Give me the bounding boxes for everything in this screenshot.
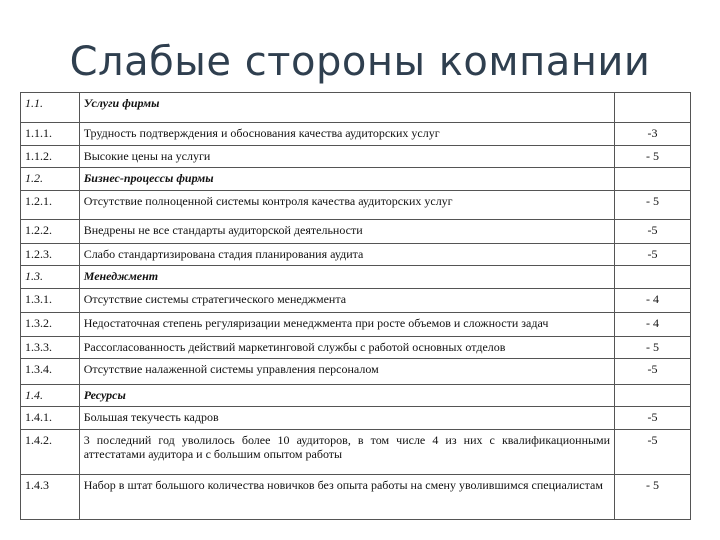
- row-number: 1.2.3.: [21, 244, 80, 266]
- row-score: [615, 385, 691, 407]
- row-description: Менеджмент: [79, 266, 614, 289]
- table-row: [21, 289, 691, 313]
- row-number: 1.4.2.: [21, 430, 80, 475]
- table-row: [21, 313, 691, 337]
- table-row: [21, 123, 691, 146]
- section-row: [21, 93, 691, 123]
- row-description: Трудность подтверждения и обоснования качества аудиторских услуг: [79, 123, 614, 146]
- row-description: Высокие цены на услуги: [79, 146, 614, 168]
- table-row: [21, 407, 691, 430]
- section-row: [21, 385, 691, 407]
- row-description: Рассогласованность действий маркетинговой службы с работой основных отделов: [79, 337, 614, 359]
- row-number: 1.1.1.: [21, 123, 80, 146]
- row-number: 1.3.2.: [21, 313, 80, 337]
- row-number: 1.4.3: [21, 475, 80, 520]
- row-number: 1.3.1.: [21, 289, 80, 313]
- weaknesses-table: [20, 92, 691, 520]
- row-description: Отсутствие налаженной системы управления персоналом: [79, 359, 614, 385]
- table-row: [21, 430, 691, 475]
- row-description: Ресурсы: [79, 385, 614, 407]
- row-score: -5: [615, 244, 691, 266]
- row-score: - 5: [615, 475, 691, 520]
- row-description: Внедрены не все стандарты аудиторской деятельности: [79, 220, 614, 244]
- row-score: - 4: [615, 289, 691, 313]
- table-row: [21, 337, 691, 359]
- row-description: Услуги фирмы: [79, 93, 614, 123]
- table-row: [21, 220, 691, 244]
- row-description: Бизнес-процессы фирмы: [79, 168, 614, 191]
- page-title: Слабые стороны компании: [69, 39, 651, 85]
- row-description: Недостаточная степень регуляризации менеджмента при росте объемов и сложности задач: [79, 313, 614, 337]
- table-row: [21, 244, 691, 266]
- row-description: 3 последний год уволилось более 10 аудиторов, в том числе 4 из них с квалификационными аттестатами аудитора и с большим опытом работы: [79, 430, 614, 475]
- row-number: 1.2.1.: [21, 191, 80, 220]
- row-description: Слабо стандартизирована стадия планирования аудита: [79, 244, 614, 266]
- row-score: [615, 266, 691, 289]
- row-number: 1.1.: [21, 93, 80, 123]
- row-score: -5: [615, 359, 691, 385]
- row-description: Отсутствие полноценной системы контроля качества аудиторских услуг: [79, 191, 614, 220]
- section-row: [21, 168, 691, 191]
- row-score: -5: [615, 430, 691, 475]
- row-score: -5: [615, 220, 691, 244]
- row-description: Набор в штат большого количества новичков без опыта работы на смену уволившимся специалистам: [79, 475, 614, 520]
- row-number: 1.4.1.: [21, 407, 80, 430]
- row-score: [615, 168, 691, 191]
- row-description: Большая текучесть кадров: [79, 407, 614, 430]
- table-row: [21, 191, 691, 220]
- row-number: 1.3.4.: [21, 359, 80, 385]
- row-score: -5: [615, 407, 691, 430]
- table-row: [21, 359, 691, 385]
- row-score: [615, 93, 691, 123]
- row-score: -3: [615, 123, 691, 146]
- row-description: Отсутствие системы стратегического менеджмента: [79, 289, 614, 313]
- row-number: 1.3.: [21, 266, 80, 289]
- row-number: 1.1.2.: [21, 146, 80, 168]
- section-row: [21, 266, 691, 289]
- row-score: - 4: [615, 313, 691, 337]
- row-number: 1.4.: [21, 385, 80, 407]
- table-row: [21, 475, 691, 520]
- table-row: [21, 146, 691, 168]
- row-score: - 5: [615, 337, 691, 359]
- row-number: 1.2.2.: [21, 220, 80, 244]
- row-number: 1.2.: [21, 168, 80, 191]
- row-number: 1.3.3.: [21, 337, 80, 359]
- row-score: - 5: [615, 191, 691, 220]
- row-score: - 5: [615, 146, 691, 168]
